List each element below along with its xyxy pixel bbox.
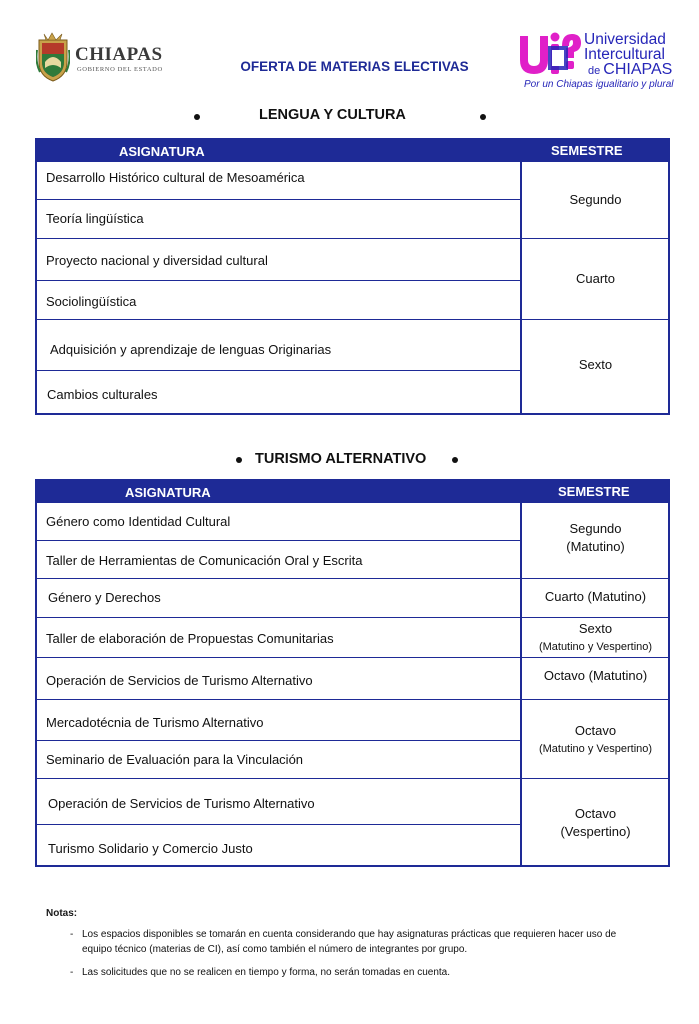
semester-cell: [521, 270, 670, 288]
subject-cell: Mercadotécnia de Turismo Alternativo: [46, 715, 264, 730]
table-row-group: [37, 699, 668, 778]
semester-cell-label: Octavo: [574, 723, 617, 738]
unich-logo-line1: Universidad: [584, 31, 666, 48]
semester-cell: [521, 191, 670, 209]
note-dash: -: [70, 929, 74, 940]
subject-cell: Adquisición y aprendizaje de lenguas Originarias: [50, 342, 332, 357]
semester-cell-detail: (Matutino y Vespertino): [538, 641, 653, 653]
semester-cell: [521, 356, 670, 374]
table-row-group: [37, 160, 668, 238]
unich-logo-icon: [518, 30, 582, 78]
semester-cell: [521, 805, 670, 841]
chiapas-logo-subtitle: GOBIERNO DEL ESTADO: [77, 66, 163, 73]
semester-cell-detail: (Matutino y Vespertino): [538, 743, 653, 755]
unich-logo-line3-big: CHIAPAS: [603, 61, 673, 78]
semester-cell: [521, 520, 670, 556]
column-header-asignatura: ASIGNATURA: [119, 144, 205, 159]
table-header: [37, 140, 668, 162]
semester-cell-label: Cuarto (Matutino): [544, 589, 647, 604]
subject-cell: Género como Identidad Cultural: [46, 514, 231, 529]
subject-cell: Turismo Solidario y Comercio Justo: [48, 841, 253, 856]
note-text: Los espacios disponibles se tomarán en cuenta considerando que hay asignaturas prácticas que requieren hacer uso de equipo técnico (materias de CI), así como también el número de integrantes por grupo.: [82, 929, 617, 955]
semester-cell-detail: (Vespertino): [560, 824, 631, 839]
subject-cell: Teoría lingüística: [46, 211, 144, 226]
column-header-semestre: SEMESTRE: [551, 143, 623, 158]
table-row-group: [37, 238, 668, 319]
table-row-group: [37, 319, 668, 415]
semester-cell-label: Segundo: [569, 192, 622, 207]
subject-cell: Taller de elaboración de Propuestas Comunitarias: [46, 631, 334, 646]
bullet-icon: [236, 457, 242, 463]
note-text: Las solicitudes que no se realicen en tiempo y forma, no serán tomadas en cuenta.: [82, 967, 450, 978]
semester-cell-label: Octavo: [574, 806, 617, 821]
subject-cell: Operación de Servicios de Turismo Alternativo: [48, 796, 315, 811]
section-title-lengua: LENGUA Y CULTURA: [259, 107, 406, 123]
row-divider: [37, 824, 520, 825]
semester-cell: [521, 722, 670, 758]
note-item: [70, 965, 630, 980]
subject-cell: Seminario de Evaluación para la Vinculación: [46, 752, 304, 767]
table-row-group: [37, 778, 668, 867]
unich-logo-line3: [588, 62, 672, 79]
bullet-icon: [194, 114, 200, 120]
row-divider: [37, 740, 520, 741]
row-divider: [37, 370, 520, 371]
note-item: [70, 927, 630, 957]
subject-cell: Sociolingüística: [46, 294, 137, 309]
table-header: [37, 481, 668, 503]
unich-logo-line3-small: de: [588, 65, 604, 77]
column-header-asignatura: ASIGNATURA: [125, 485, 211, 500]
chiapas-logo-text: CHIAPAS: [75, 44, 163, 65]
coat-of-arms-icon: [36, 32, 70, 82]
unich-logo: [518, 30, 693, 92]
page-title: OFERTA DE MATERIAS ELECTIVAS: [240, 59, 469, 74]
section-title-turismo: TURISMO ALTERNATIVO: [255, 451, 427, 467]
semester-cell: [521, 588, 670, 606]
subject-cell: Cambios culturales: [47, 387, 158, 402]
semester-cell-label: Segundo: [569, 521, 622, 536]
subject-cell: Proyecto nacional y diversidad cultural: [46, 253, 268, 268]
semester-cell-label: Cuarto: [575, 271, 616, 286]
notes-title: Notas:: [46, 908, 78, 919]
subject-cell: Género y Derechos: [48, 590, 161, 605]
table-turismo-alternativo: [35, 479, 670, 867]
table-row-group: [37, 578, 668, 617]
row-divider: [37, 199, 520, 200]
table-row-group: [37, 617, 668, 657]
unich-tagline: Por un Chiapas igualitario y plural: [524, 79, 674, 90]
row-divider: [37, 540, 520, 541]
table-row-group: [37, 501, 668, 578]
semester-cell-label: Octavo (Matutino): [543, 668, 648, 683]
row-divider: [37, 280, 520, 281]
table-lengua-y-cultura: [35, 138, 670, 415]
subject-cell: Taller de Herramientas de Comunicación Oral y Escrita: [46, 553, 363, 568]
subject-cell: Operación de Servicios de Turismo Alternativo: [46, 673, 313, 688]
note-dash: -: [70, 967, 74, 978]
unich-logo-line2: Intercultural: [584, 46, 665, 63]
subject-cell: Desarrollo Histórico cultural de Mesoamérica: [46, 170, 305, 185]
column-header-semestre: SEMESTRE: [558, 484, 630, 499]
bullet-icon: [480, 114, 486, 120]
semester-cell-label: Sexto: [578, 357, 613, 372]
semester-cell: [521, 620, 670, 656]
semester-cell-detail: (Matutino): [566, 539, 625, 554]
table-row-group: [37, 657, 668, 699]
bullet-icon: [452, 457, 458, 463]
semester-cell: [521, 667, 670, 685]
semester-cell-label: Sexto: [578, 621, 613, 636]
